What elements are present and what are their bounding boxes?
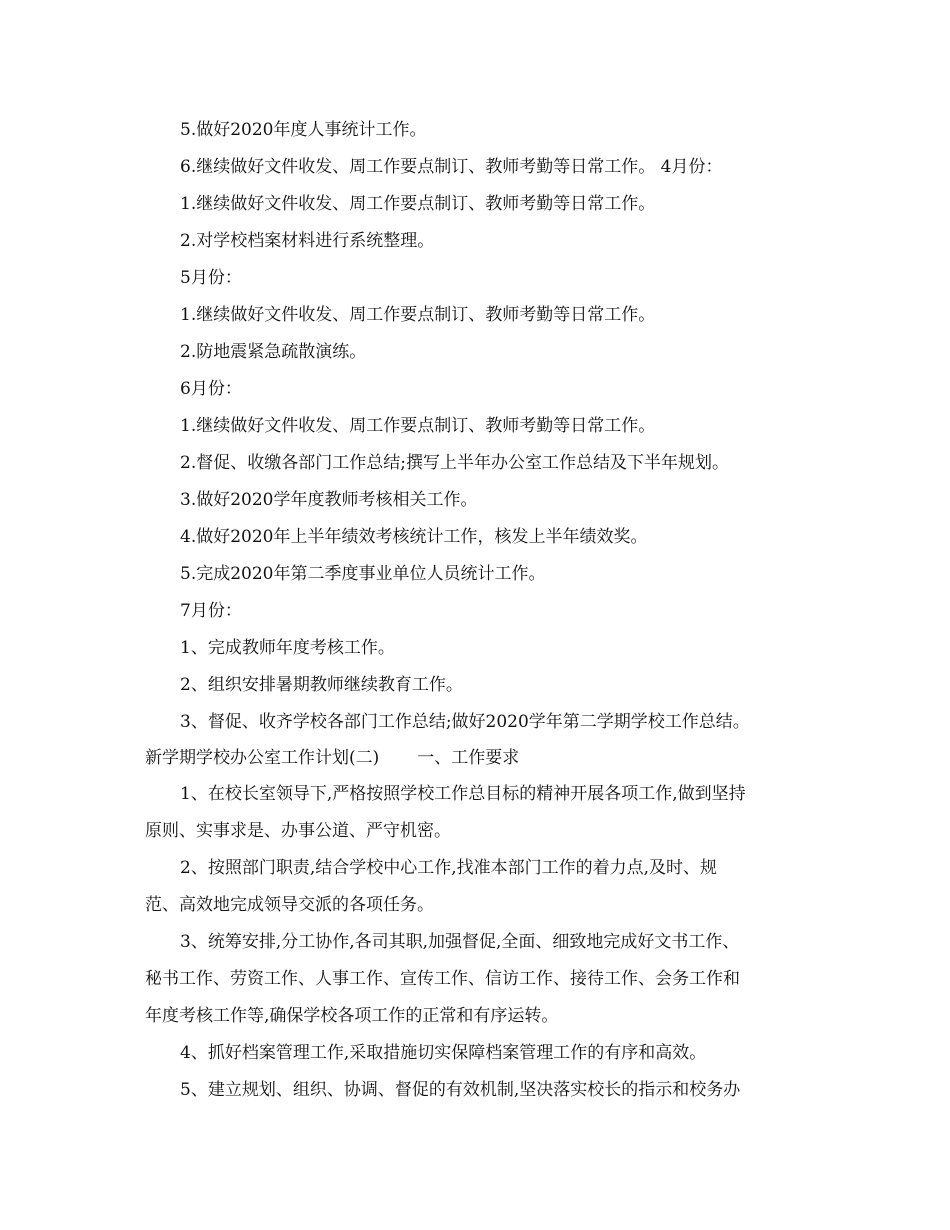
paragraph-line: 年度考核工作等,确保学校各项工作的正常和有序运转。: [145, 1006, 559, 1026]
text-line: 2.防地震紧急疏散演练。: [180, 342, 367, 362]
text-line: 6.继续做好文件收发、周工作要点制订、教师考勤等日常工作。 4月份：: [180, 157, 723, 177]
text-line: 2.对学校档案材料进行系统整理。: [180, 231, 435, 251]
paragraph-line: 3、统筹安排,分工协作,各司其职,加强督促,全面、细致地完成好文书工作、: [180, 932, 740, 952]
text-line: 1.继续做好文件收发、周工作要点制订、教师考勤等日常工作。: [180, 416, 656, 436]
text-line: 5.完成2020年第二季度事业单位人员统计工作。: [180, 564, 546, 584]
text-line: 5月份：: [180, 268, 242, 288]
paragraph-line: 秘书工作、劳资工作、人事工作、宣传工作、信访工作、接待工作、会务工作和: [145, 969, 740, 989]
section-heading-line: [145, 748, 519, 768]
text-line: 1.继续做好文件收发、周工作要点制订、教师考勤等日常工作。: [180, 194, 656, 214]
paragraph-line: 原则、实事求是、办事公道、严守机密。: [145, 821, 451, 841]
text-line: 5.做好2020年度人事统计工作。: [180, 120, 427, 140]
text-line: 7月份：: [180, 601, 242, 621]
paragraph-line: 2、按照部门职责,结合学校中心工作,找准本部门工作的着力点,及时、规: [180, 858, 718, 878]
text-line: 1、完成教师年度考核工作。: [180, 638, 395, 658]
text-line: 3、督促、收齐学校各部门工作总结;做好2020学年第二学期学校工作总结。: [180, 712, 750, 732]
paragraph-line: 4、抓好档案管理工作,采取措施切实保障档案管理工作的有序和高效。: [180, 1043, 707, 1063]
text-line: 4.做好2020年上半年绩效考核统计工作，核发上半年绩效奖。: [180, 527, 648, 547]
text-line: 2、组织安排暑期教师继续教育工作。: [180, 675, 463, 695]
section-heading: 一、工作要求: [417, 748, 520, 768]
paragraph-line: 5、建立规划、组织、协调、督促的有效机制,坚决落实校长的指示和校务办: [180, 1080, 741, 1100]
text-line: 1.继续做好文件收发、周工作要点制订、教师考勤等日常工作。: [180, 305, 656, 325]
section-title: 新学期学校办公室工作计划(二): [145, 748, 380, 768]
paragraph-line: 范、高效地完成领导交派的各项任务。: [145, 895, 434, 915]
text-line: 2.督促、收缴各部门工作总结;撰写上半年办公室工作总结及下半年规划。: [180, 453, 729, 473]
text-line: 6月份：: [180, 379, 242, 399]
paragraph-line: 1、在校长室领导下,严格按照学校工作总目标的精神开展各项工作,做到坚持: [180, 784, 746, 804]
text-line: 3.做好2020学年度教师考核相关工作。: [180, 490, 478, 510]
